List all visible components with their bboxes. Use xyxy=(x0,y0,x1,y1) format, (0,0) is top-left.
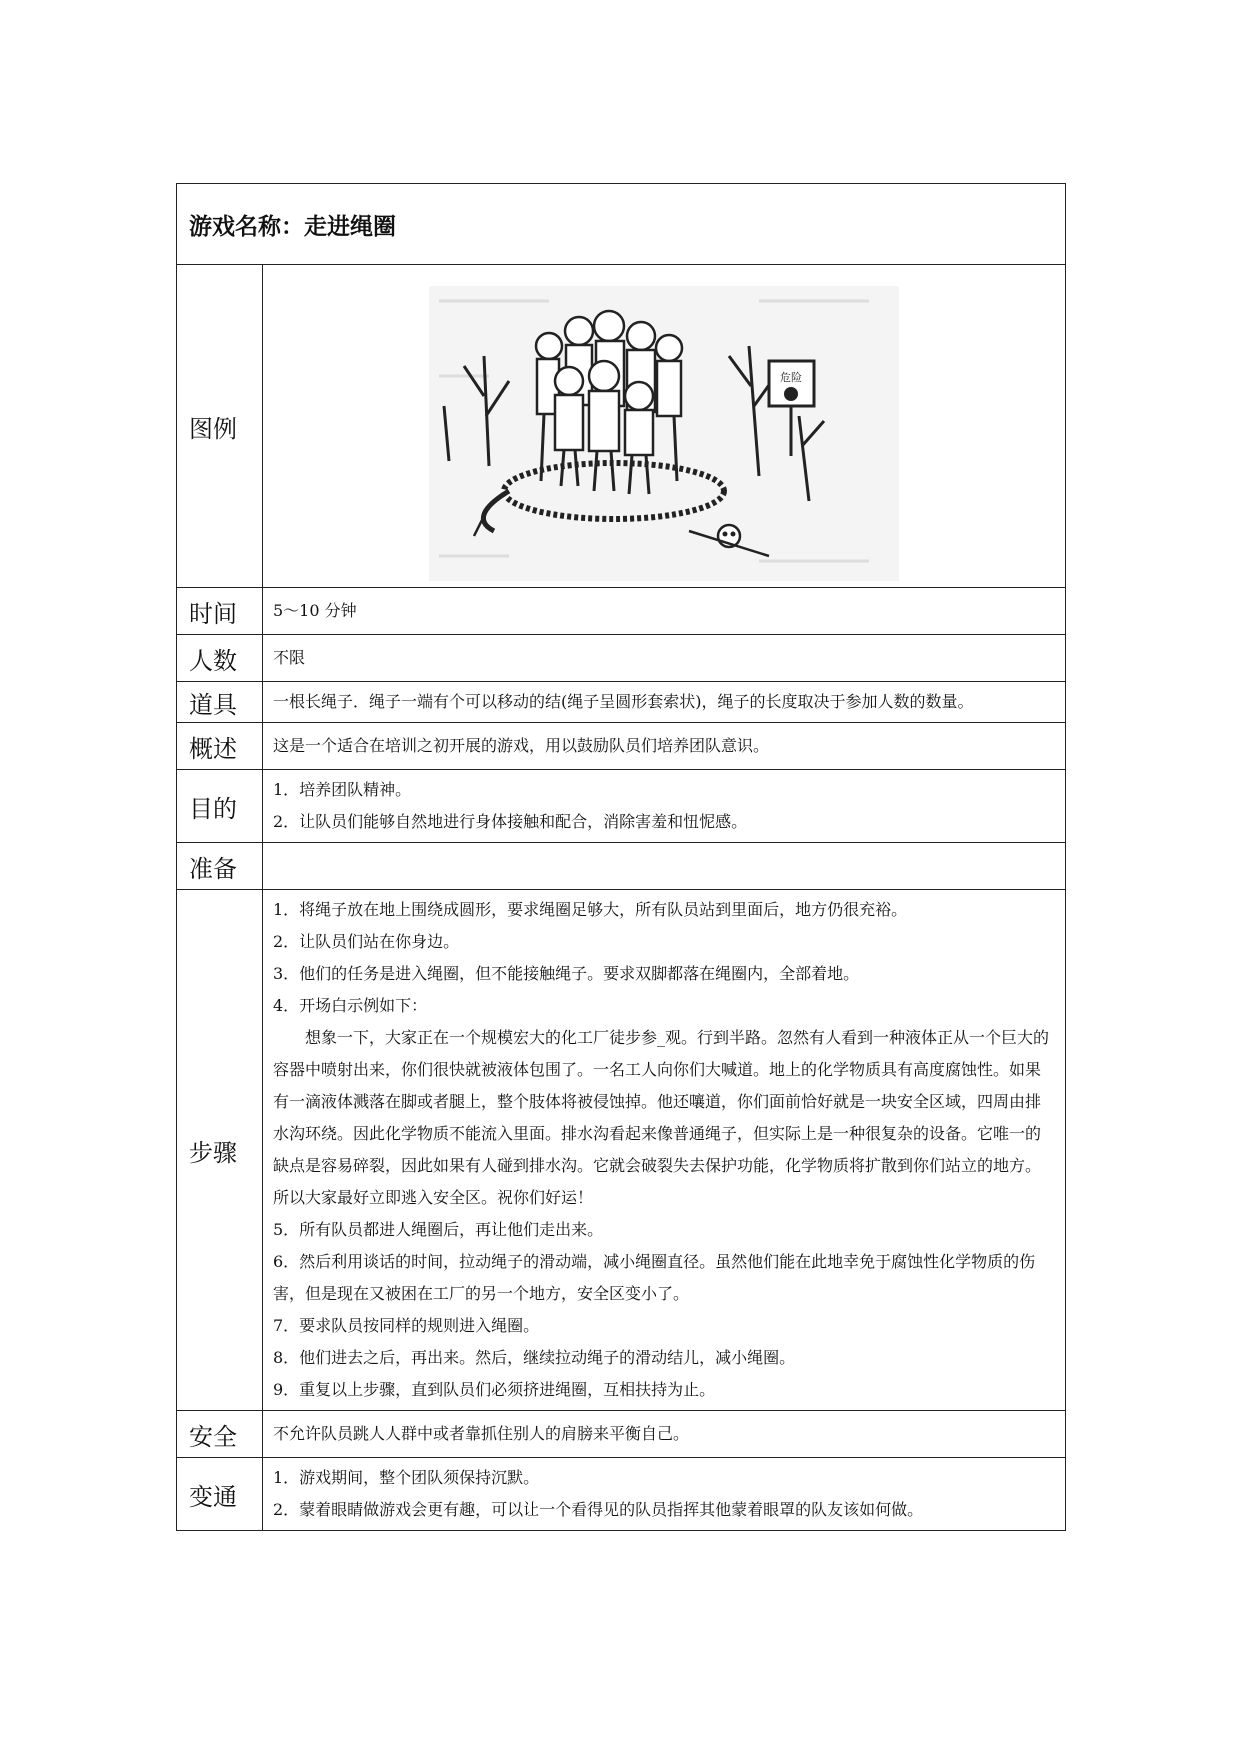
safety-label: 安全 xyxy=(177,1411,263,1458)
purpose-item: 1．培养团队精神。 xyxy=(273,780,412,799)
variation-list xyxy=(263,1458,1066,1531)
people-row xyxy=(177,635,1066,682)
step-item: 1．将绳子放在地上围绕成圆形，要求绳圈足够大，所有队员站到里面后，地方仍很充裕。 xyxy=(273,900,908,919)
purpose-list xyxy=(263,770,1066,843)
time-label: 时间 xyxy=(177,588,263,635)
step-item: 5．所有队员都进人绳圈后，再让他们走出来。 xyxy=(273,1220,604,1239)
game-title: 游戏名称：走进绳圈 xyxy=(177,184,1066,265)
figure-row xyxy=(177,265,1066,588)
step-item: 4．开场白示例如下： xyxy=(273,996,428,1015)
purpose-row xyxy=(177,770,1066,843)
people-value: 不限 xyxy=(263,635,1066,682)
figure-cell xyxy=(263,265,1066,588)
time-row xyxy=(177,588,1066,635)
step-item: 8．他们进去之后，再出来。然后，继续拉动绳子的滑动结儿，减小绳圈。 xyxy=(273,1348,796,1367)
variation-item: 2．蒙着眼睛做游戏会更有趣，可以让一个看得见的队员指挥其他蒙着眼罩的队友该如何做。 xyxy=(273,1500,924,1519)
time-value: 5～10 分钟 xyxy=(263,588,1066,635)
purpose-item: 2．让队员们能够自然地进行身体接触和配合，消除害羞和忸怩感。 xyxy=(273,812,748,831)
step-item: 6．然后利用谈话的时间，拉动绳子的滑动端，减小绳圈直径。虽然他们能在此地幸免于腐蚀性化学物质的伤害，但是现在又被困在工厂的另一个地方，安全区变小了。 xyxy=(273,1252,1036,1303)
step-item: 7．要求队员按同样的规则进入绳圈。 xyxy=(273,1316,540,1335)
purpose-label: 目的 xyxy=(177,770,263,843)
variation-row xyxy=(177,1458,1066,1531)
steps-list xyxy=(263,890,1066,1411)
title-row xyxy=(177,184,1066,265)
opening-speech: 想象一下，大家正在一个规模宏大的化工厂徒步参_观。行到半路。忽然有人看到一种液体正从一个巨大的容器中喷射出来，你们很快就被液体包围了。一名工人向你们大喊道。地上的化学物质具有高度腐蚀性。如果有一滴液体溅落在脚或者腿上，整个肢体将被侵蚀掉。他还嚷道，你们面前恰好就是一块安全区域，四周由排水沟环绕。因此化学物质不能流入里面。排水沟看起来像普通绳子，但实际上是一种很复杂的设备。它唯一的缺点是容易碎裂，因此如果有人碰到排水沟。它就会破裂失去保护功能，化学物质将扩散到你们站立的地方。所以大家最好立即逃入安全区。祝你们好运！ xyxy=(273,1028,1050,1207)
props-value: 一根长绳子．绳子一端有个可以移动的结(绳子呈圆形套索状)，绳子的长度取决于参加人数的数量。 xyxy=(263,682,1066,723)
game-card-table xyxy=(176,183,1066,1531)
props-label: 道具 xyxy=(177,682,263,723)
step-item: 3．他们的任务是进入绳圈，但不能接触绳子。要求双脚都落在绳圈内，全部着地。 xyxy=(273,964,860,983)
variation-label: 变通 xyxy=(177,1458,263,1531)
preparation-label: 准备 xyxy=(177,843,263,890)
rope-circle-illustration xyxy=(429,286,899,581)
variation-item: 1．游戏期间，整个团队须保持沉默。 xyxy=(273,1468,540,1487)
people-label: 人数 xyxy=(177,635,263,682)
overview-label: 概述 xyxy=(177,723,263,770)
preparation-value xyxy=(263,843,1066,890)
steps-label: 步骤 xyxy=(177,890,263,1411)
step-item: 2．让队员们站在你身边。 xyxy=(273,932,460,951)
steps-row xyxy=(177,890,1066,1411)
safety-row xyxy=(177,1411,1066,1458)
overview-value: 这是一个适合在培训之初开展的游戏，用以鼓励队员们培养团队意识。 xyxy=(263,723,1066,770)
props-row xyxy=(177,682,1066,723)
overview-row xyxy=(177,723,1066,770)
safety-value: 不允许队员跳人人群中或者靠抓住别人的肩膀来平衡自己。 xyxy=(263,1411,1066,1458)
step-item: 9．重复以上步骤，直到队员们必须挤进绳圈，互相扶持为止。 xyxy=(273,1380,716,1399)
preparation-row xyxy=(177,843,1066,890)
figure-label: 图例 xyxy=(177,265,263,588)
danger-sign-text: 危险 xyxy=(780,370,802,384)
